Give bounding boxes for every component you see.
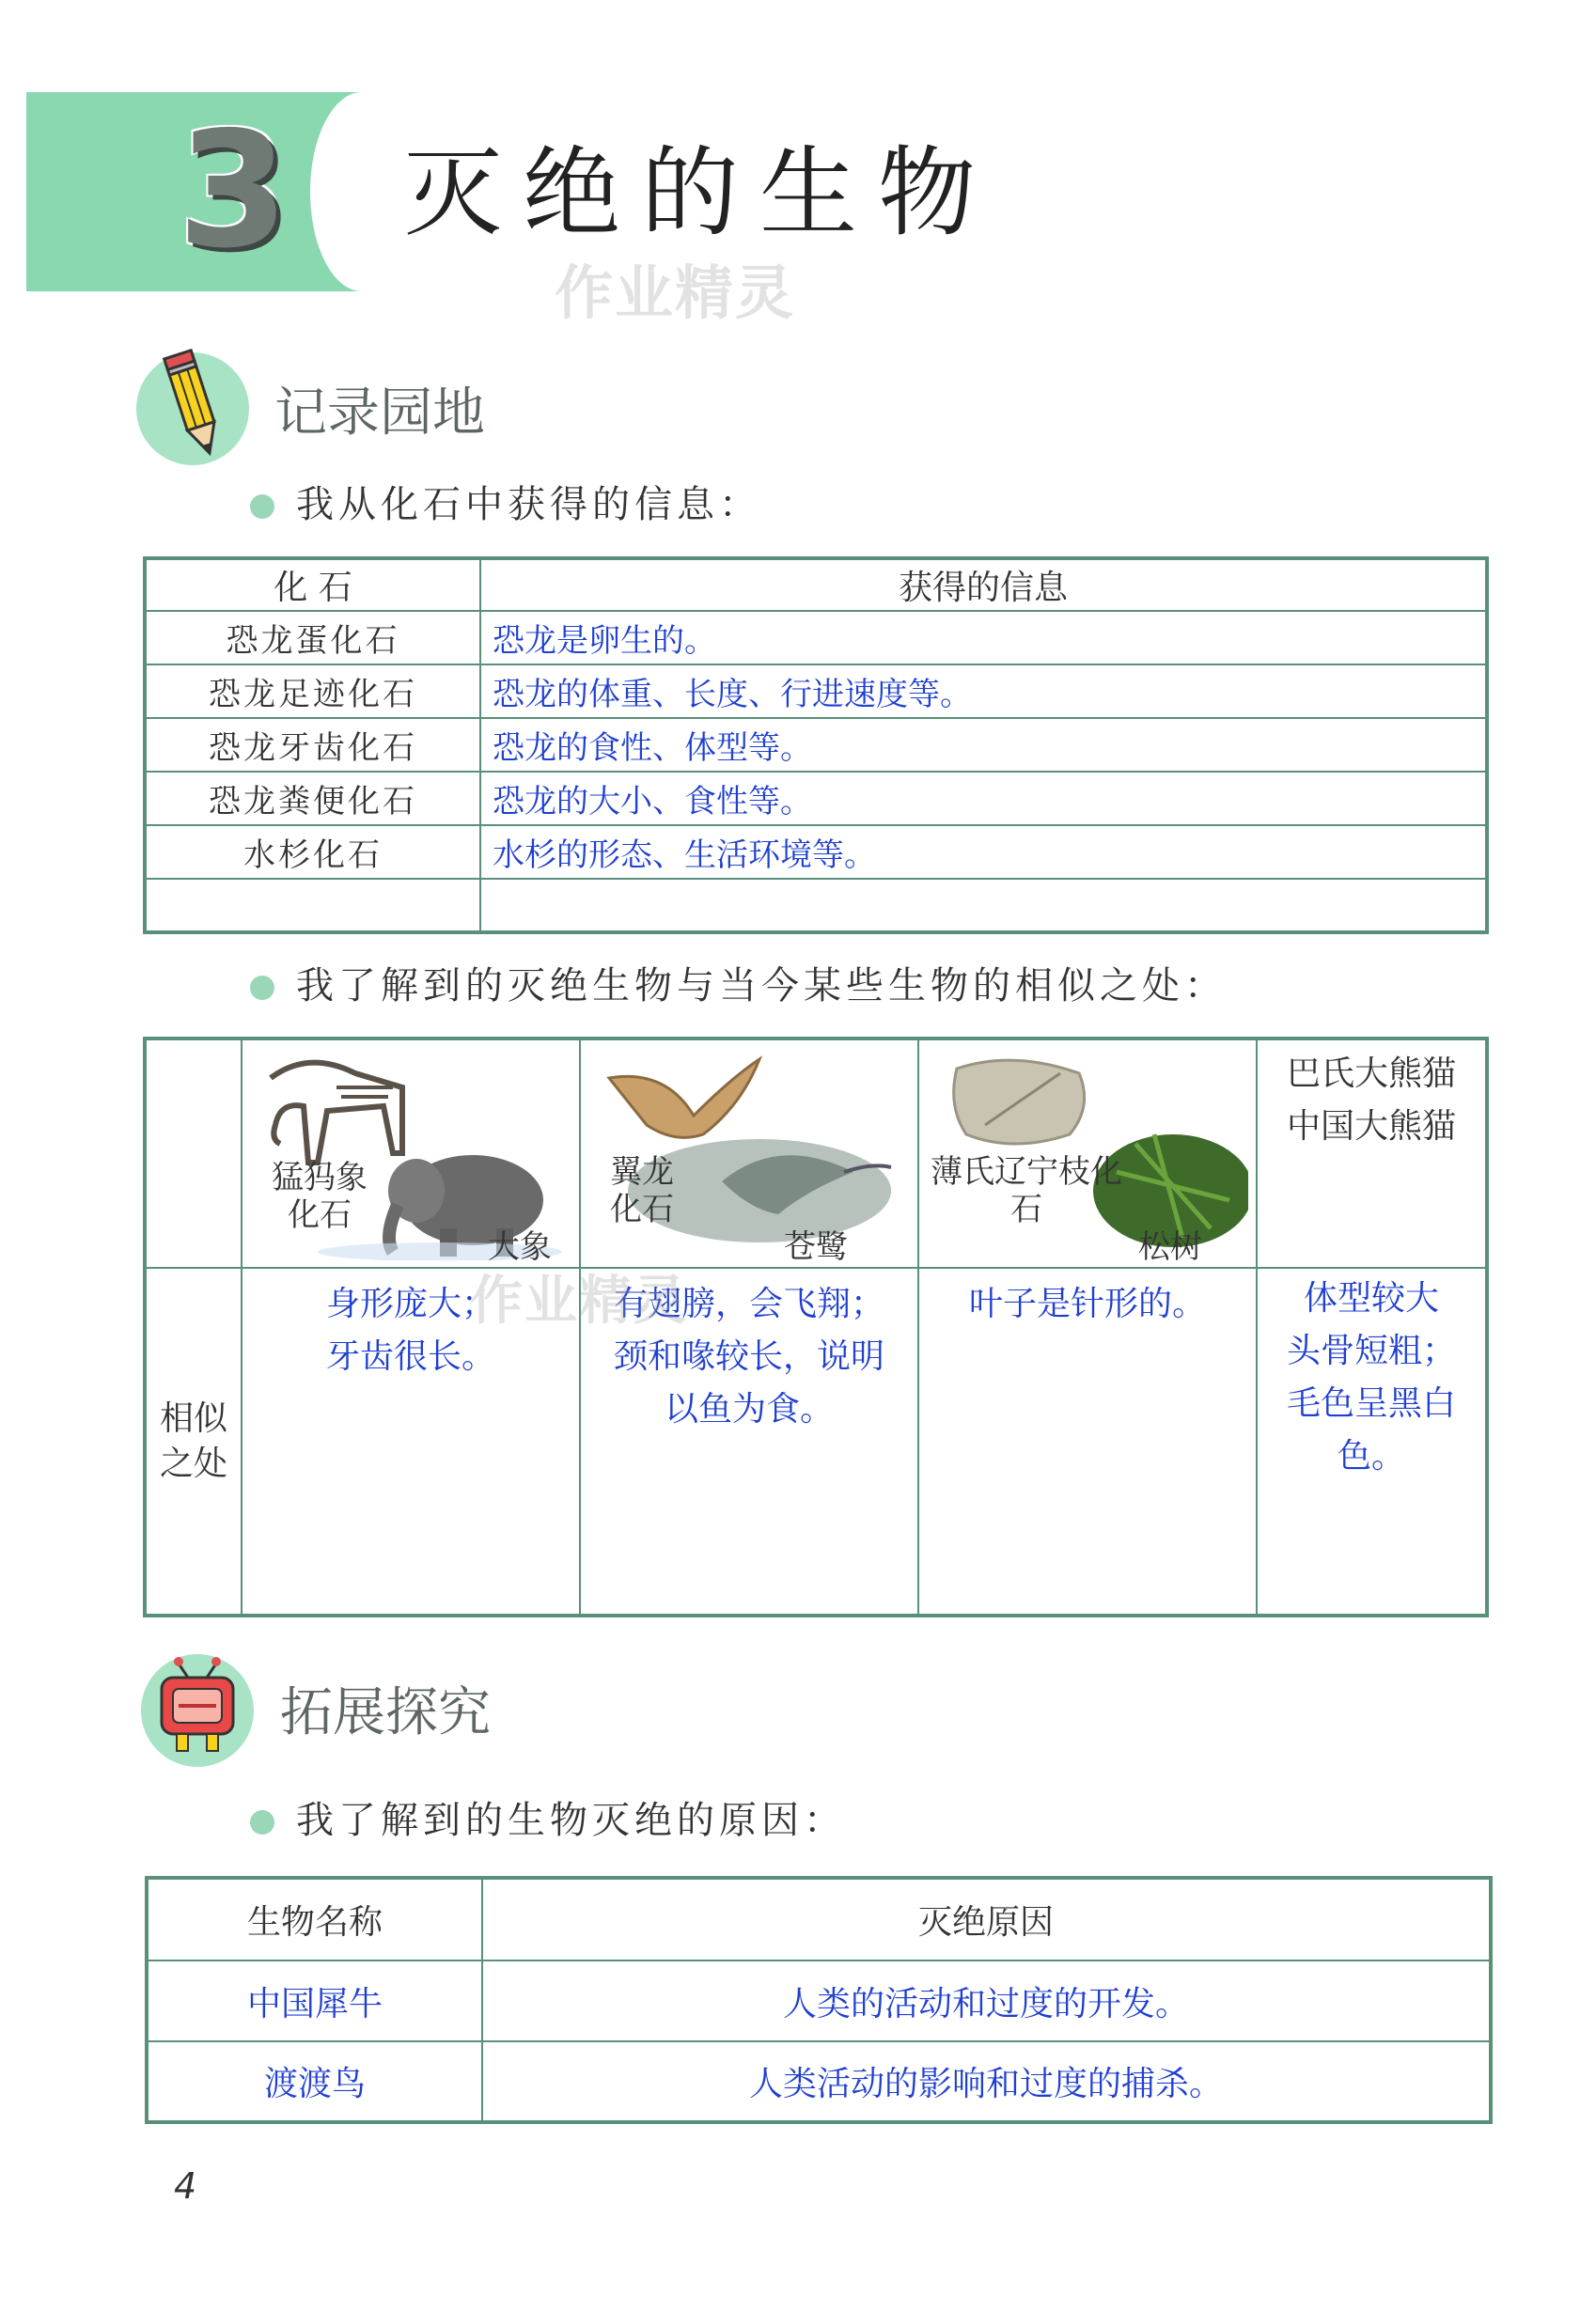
species-name: 渡渡鸟	[147, 2041, 482, 2122]
lead-extinction: 我了解到的生物灭绝的原因：	[296, 1799, 846, 1842]
fossil-info: 恐龙是卵生的。	[480, 611, 1487, 664]
similarity-table	[143, 1037, 1489, 1617]
label-ancient-panda: 巴氏大熊猫	[1286, 1054, 1456, 1093]
section-title-record: 记录园地	[274, 383, 485, 444]
table-row	[145, 611, 1487, 664]
header-reason: 灭绝原因	[482, 1878, 1491, 1961]
similarity-panda: 体型较大 头骨短粗； 毛色呈黑白色。	[1257, 1268, 1487, 1616]
table-row	[145, 718, 1487, 772]
chapter-banner-curve	[310, 92, 414, 291]
fossil-info: 水杉的形态、生活环境等。	[480, 825, 1487, 879]
label-mammoth-fossil: 猛犸象化石	[272, 1159, 368, 1234]
section-title-explore: 拓展探究	[280, 1682, 491, 1743]
label-elephant: 大象	[488, 1228, 552, 1266]
watermark: 作业精灵	[555, 258, 796, 327]
label-pine-fossil: 薄氏辽宁枝化石	[931, 1153, 1122, 1228]
lead-similarity: 我了解到的灭绝生物与当今某些生物的相似之处：	[296, 964, 1227, 1008]
header-info: 获得的信息	[480, 558, 1487, 611]
table-row	[145, 879, 1487, 932]
fossil-name	[145, 879, 480, 932]
robot-icon	[141, 1654, 254, 1767]
chapter-number: 3	[177, 98, 289, 284]
fossil-info: 恐龙的食性、体型等。	[480, 718, 1487, 772]
image-cell-mammoth	[242, 1039, 580, 1268]
image-cell-pine	[918, 1039, 1257, 1268]
chapter-title: 灭绝的生物	[404, 135, 997, 250]
fossil-info-table	[143, 556, 1489, 934]
bullet-dot	[250, 1810, 274, 1835]
table-row	[147, 2041, 1491, 2122]
fossil-name: 水杉化石	[145, 825, 480, 879]
species-name: 中国犀牛	[147, 1961, 482, 2041]
fossil-name: 恐龙粪便化石	[145, 772, 480, 825]
label-pterosaur-fossil: 翼龙化石	[610, 1153, 674, 1228]
fossil-name: 恐龙蛋化石	[145, 611, 480, 664]
table-row	[145, 664, 1487, 718]
extinction-reason: 人类活动的影响和过度的捕杀。	[482, 2041, 1491, 2122]
similarity-pterosaur: 有翅膀，会飞翔； 颈和喙较长，说明 以鱼为食。	[580, 1268, 918, 1616]
similarity-mammoth: 身形庞大； 牙齿很长。	[242, 1268, 580, 1616]
header-species: 生物名称	[147, 1878, 482, 1961]
fossil-info	[480, 879, 1487, 932]
extinction-reason: 人类的活动和过度的开发。	[482, 1961, 1491, 2041]
fossil-info: 恐龙的体重、长度、行进速度等。	[480, 664, 1487, 718]
fossil-info: 恐龙的大小、食性等。	[480, 772, 1487, 825]
fossil-name: 恐龙牙齿化石	[145, 718, 480, 772]
row-label-similarity: 相似之处	[145, 1268, 242, 1616]
watermark: 作业精灵	[470, 1271, 688, 1332]
image-cell-pterosaur	[580, 1039, 918, 1268]
extinction-table	[145, 1876, 1493, 2124]
lead-fossil-info: 我从化石中获得的信息：	[296, 483, 761, 526]
pencil-icon	[136, 352, 249, 465]
label-giant-panda: 中国大熊猫	[1286, 1107, 1456, 1146]
bullet-dot	[250, 976, 274, 1000]
label-heron: 苍鹭	[784, 1228, 848, 1266]
table-row	[147, 1961, 1491, 2041]
table-row	[145, 772, 1487, 825]
table-row	[145, 825, 1487, 879]
label-pine: 松树	[1138, 1228, 1202, 1266]
bullet-dot	[250, 494, 274, 519]
fossil-name: 恐龙足迹化石	[145, 664, 480, 718]
panda-cell	[1257, 1039, 1487, 1268]
page-number: 4	[174, 2165, 197, 2207]
similarity-pine: 叶子是针形的。	[918, 1268, 1257, 1616]
header-fossil: 化 石	[145, 558, 480, 611]
